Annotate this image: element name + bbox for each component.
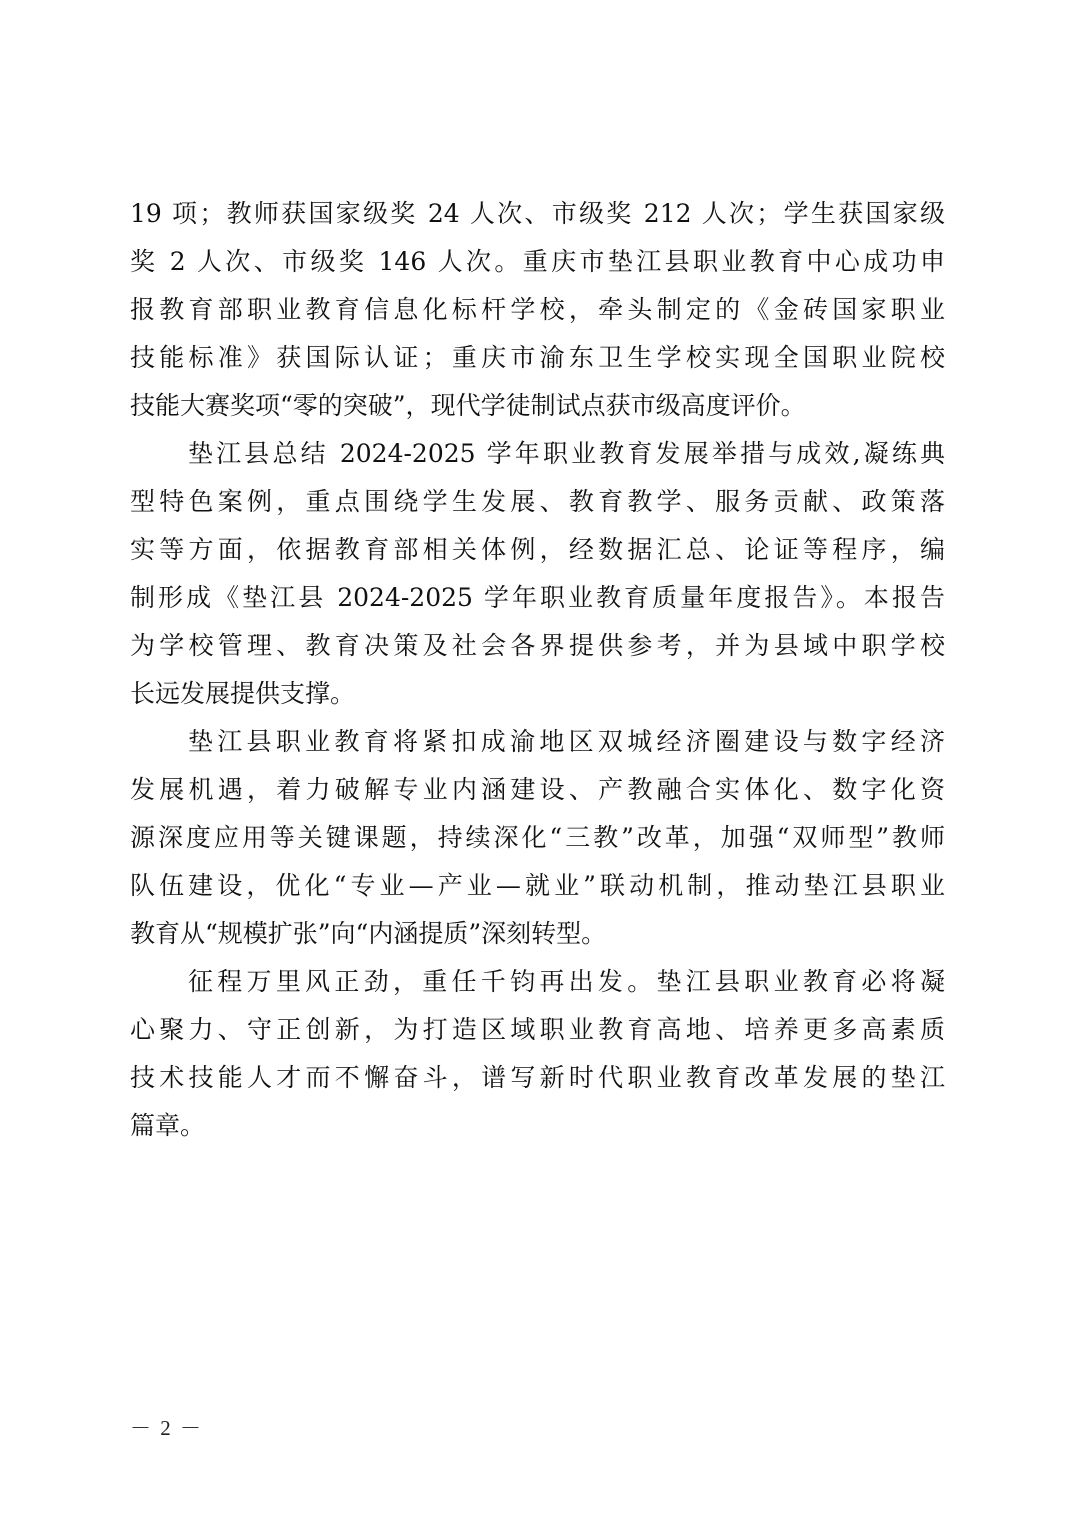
paragraph-1-line-2: 奖 2 人次、市级奖 146 人次。重庆市垫江县职业教育中心成功申: [130, 247, 945, 276]
paragraph-4-line-4: 篇章。: [130, 1111, 206, 1140]
paragraph-2-line-5: 为学校管理、教育决策及社会各界提供参考，并为县域中职学校: [130, 631, 945, 660]
paragraph-3-line-1: 垫江县职业教育将紧扣成渝地区双城经济圈建设与数字经济: [188, 727, 945, 756]
paragraph-3-line-2: 发展机遇，着力破解专业内涵建设、产教融合实体化、数字化资: [130, 775, 945, 804]
paragraph-1-line-5: 技能大赛奖项“零的突破”，现代学徒制试点获市级高度评价。: [130, 391, 806, 420]
paragraph-2-line-1: 垫江县总结 2024-2025 学年职业教育发展举措与成效,凝练典: [188, 439, 945, 468]
paragraph-2-line-3: 实等方面，依据教育部相关体例，经数据汇总、论证等程序，编: [130, 535, 945, 564]
paragraph-1-line-1: 19 项；教师获国家级奖 24 人次、市级奖 212 人次；学生获国家级: [130, 199, 945, 228]
paragraph-1-line-4: 技能标准》获国际认证；重庆市渝东卫生学校实现全国职业院校: [130, 343, 945, 372]
paragraph-2-line-6: 长远发展提供支撑。: [130, 679, 356, 708]
paragraph-4-line-2: 心聚力、守正创新，为打造区域职业教育高地、培养更多高素质: [130, 1015, 945, 1044]
paragraph-4-line-1: 征程万里风正劲，重任千钧再出发。垫江县职业教育必将凝: [188, 967, 945, 996]
paragraph-4-line-3: 技术技能人才而不懈奋斗，谱写新时代职业教育改革发展的垫江: [130, 1063, 945, 1092]
paragraph-2-line-4: 制形成《垫江县 2024-2025 学年职业教育质量年度报告》。本报告: [130, 583, 945, 612]
paragraph-3-line-3: 源深度应用等关键课题，持续深化“三教”改革，加强“双师型”教师: [130, 823, 945, 852]
paragraph-3-line-4: 队伍建设，优化“专业—产业—就业”联动机制，推动垫江县职业: [130, 871, 945, 900]
paragraph-1-line-3: 报教育部职业教育信息化标杆学校，牵头制定的《金砖国家职业: [130, 295, 945, 324]
paragraph-2-line-2: 型特色案例，重点围绕学生发展、教育教学、服务贡献、政策落: [130, 487, 945, 516]
page-number: － 2 －: [130, 1416, 203, 1440]
paragraph-3-line-5: 教育从“规模扩张”向“内涵提质”深刻转型。: [130, 919, 607, 948]
document-body: [130, 190, 945, 1150]
